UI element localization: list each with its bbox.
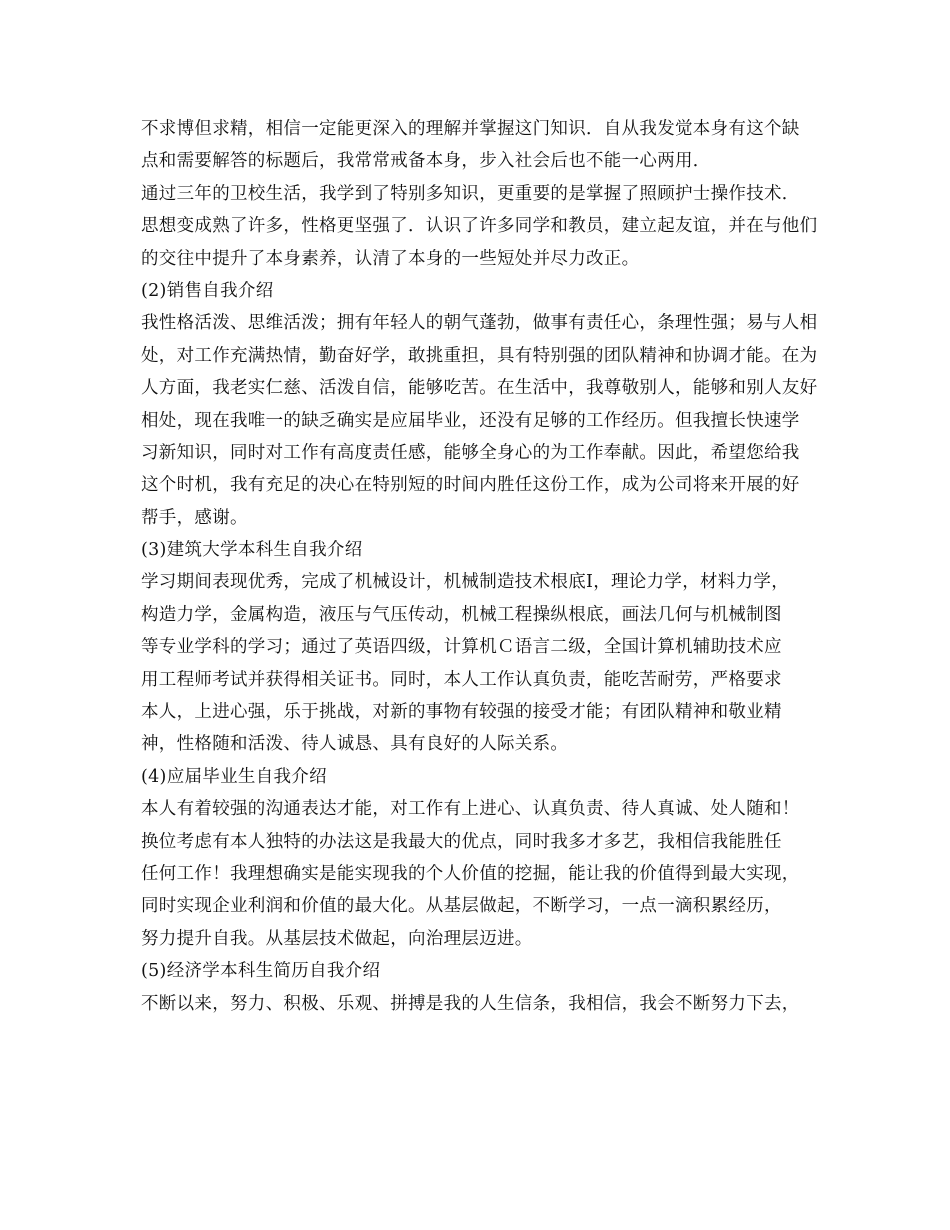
text-line: 用工程师考试并获得相关证书。同时，本人工作认真负责，能吃苦耐劳，严格要求 <box>141 669 782 690</box>
text-line: 人方面，我老实仁慈、活泼自信，能够吃苦。在生活中，我尊敬别人，能够和别人友好 <box>141 378 818 399</box>
text-line: 处，对工作充满热情，勤奋好学，敢挑重担，具有特别强的团队精神和协调才能。在为 <box>141 345 818 366</box>
section-heading: (2)销售自我介绍 <box>141 280 274 301</box>
text-line: 神，性格随和活泼、待人诚恳、具有良好的人际关系。 <box>141 734 569 755</box>
text-line: 换位考虑有本人独特的办法这是我最大的优点，同时我多才多艺，我相信我能胜任 <box>141 831 782 852</box>
text-line: 学习期间表现优秀，完成了机械设计，机械制造技术根底Ⅰ，理论力学，材料力学， <box>141 572 790 593</box>
text-line: 习新知识，同时对工作有高度责任感，能够全身心的为工作奉献。因此，希望您给我 <box>141 442 800 463</box>
text-line: 本人有着较强的沟通表达才能，对工作有上进心、认真负责、待人真诚、处人随和！ <box>141 799 800 820</box>
text-line: 等专业学科的学习；通过了英语四级，计算机Ｃ语言二级，全国计算机辅助技术应 <box>141 637 782 658</box>
text-line: 的交往中提升了本身素养，认清了本身的一些短处并尽力改正。 <box>141 248 640 269</box>
text-line: 任何工作！我理想确实是能实现我的个人价值的挖掘，能让我的价值得到最大实现， <box>141 863 800 884</box>
text-line: 构造力学，金属构造，液压与气压传动，机械工程操纵根底，画法几何与机械制图 <box>141 604 782 625</box>
text-line: 思想变成熟了许多，性格更坚强了．认识了许多同学和教员，建立起友谊，并在与他们 <box>141 216 818 237</box>
section-heading: (3)建筑大学本科生自我介绍 <box>141 540 363 561</box>
text-line: 这个时机，我有充足的决心在特别短的时间内胜任这份工作，成为公司将来开展的好 <box>141 475 800 496</box>
text-line: 我性格活泼、思维活泼；拥有年轻人的朝气蓬勃，做事有责任心，条理性强；易与人相 <box>141 313 818 334</box>
text-line: 努力提升自我。从基层技术做起，向治理层迈进。 <box>141 928 533 949</box>
section-heading: (4)应届毕业生自我介绍 <box>141 766 327 787</box>
text-line: 通过三年的卫校生活，我学到了特别多知识，更重要的是掌握了照顾护士操作技术． <box>141 183 800 204</box>
text-line: 点和需要解答的标题后，我常常戒备本身，步入社会后也不能一心两用． <box>141 151 711 172</box>
section-heading: (5)经济学本科生简历自我介绍 <box>141 961 381 982</box>
text-line: 同时实现企业利润和价值的最大化。从基层做起，不断学习，一点一滴积累经历， <box>141 896 782 917</box>
text-line: 相处，现在我唯一的缺乏确实是应届毕业，还没有足够的工作经历。但我擅长快速学 <box>141 410 800 431</box>
text-line: 帮手，感谢。 <box>141 507 248 528</box>
text-line: 本人，上进心强，乐于挑战，对新的事物有较强的接受才能；有团队精神和敬业精 <box>141 702 782 723</box>
text-line: 不求博但求精，相信一定能更深入的理解并掌握这门知识．自从我发觉本身有这个缺 <box>141 119 800 139</box>
text-line: 不断以来，努力、积极、乐观、拼搏是我的人生信条，我相信，我会不断努力下去， <box>141 993 800 1014</box>
document-body <box>141 113 831 1020</box>
